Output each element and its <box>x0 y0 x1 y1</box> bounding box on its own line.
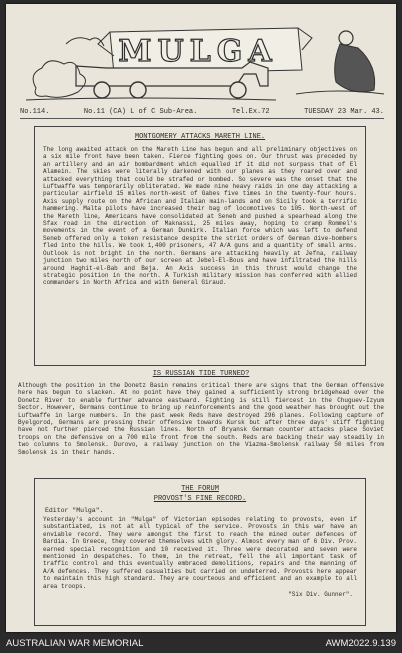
forum-subheading: PROVOST'S FINE RECORD. <box>153 495 247 503</box>
forum-salutation: Editor "Mulga". <box>45 507 104 514</box>
article-mareth-body: The long awaited attack on the Mareth Line has begun and all preliminary objectives on a six mile front have been taken. Fierce fighting goes on. Our thrust was preceded by an artillery and an air bombardment which equalled if it did not surpass that of El Alamein. The skies were literally darkened with our planes as they roared over and attacked everything that could be strafed or bombed. So severe was the onset that the Luftwaffe was temporarily obliterated. We made nine heavy raids in one day attacking a particular airfield 15 miles north-west of Gabes five times in the twenty-four hours. Axis supply route on the African and Italian main-lands and on Sicily took a terrific hammering. Malta pilots have increased their bag of locomotives to 105. North-west of the Mareth line, Americans have consolidated at Seneb and pushed a spearhead along the Sfax road in the direction of Maknassi, 25 miles away, hoping to cramp Rommel's movements in the event of a German Dunkirk. Italian force which was left to defend Seneb offered only a token resistance despite the strict orders of German dive-bombers fled into the hills. We took 1,400 prisoners, 47 A/A guns and a quantity of small arms. Outlook is not bright in the north. Germans are attacking heavily at Jefna, railway junction two miles north of our screen at Jebel-El-Bous and have infiltrated the hills around Haghit-el-Bab and Beja. An Axis success in this thrust would change the strategic position in the north. A Turkish military mission has conferred with allied commanders in North Africa and with General Giraud. <box>43 146 357 287</box>
unit-name: No.11 (CA) L of C Sub-Area. <box>83 108 198 116</box>
forum-box <box>34 478 366 626</box>
article-russia-body: Although the position in the Donetz Basin remains critical there are signs that the German offensive here has begun to slacken. At no point have they gained a sufficiently strong bridgehead over the Donetz River to enable further advance eastward. Fighting is still fiercest in the Chuguev-Izyum Sector. However, Germans continue to bring up reinforcements and the good weather has brought out the Luftwaffe in large numbers. In the past week Reds have destroyed 296 planes. Following capture of Byelgorod, Germans are pressing their offensive towards Kursk but after three days' stiff fighting have not further pierced the Russian lines. North of Bryansk German counter attacks place Soviet troops on the defensive on a 700 mile front from the south. Reds are backing their way steadily in two columns to Smolensk. Durovo, a railway junction on the Viazma-Smolensk railway 50 miles from Smolensk is in their hands. <box>18 382 384 456</box>
archive-footer <box>0 633 402 653</box>
issue-date: TUESDAY 23 Mar. 43. <box>304 108 384 116</box>
article-mareth-box <box>34 126 366 366</box>
forum-heading: THE FORUM <box>181 485 219 493</box>
telephone: Tel.Ex.72 <box>231 108 270 116</box>
archive-credit: AUSTRALIAN WAR MEMORIAL <box>6 637 144 649</box>
issue-line <box>20 108 384 119</box>
newsletter-page <box>6 4 396 632</box>
masthead <box>6 4 396 112</box>
masthead-title: MULGA <box>118 34 278 69</box>
issue-number: No.114. <box>20 108 50 116</box>
forum-body: Yesterday's account in "Mulga" of Victorian episodes relating to provosts, even if substantiated, is not at all typical of the service. Provosts in this war have an enviable record. They were amongst the first to reach the mined outer defences of Bardia. In Greece, they covered themselves with glory. Almost every man of 6 Div. Prov. earned special recognition and 10 received it. Three were decorated and seven were mentioned in despatches. To them, in the retreat, fell the all important task of traffic control and this eventually embraced demolitions, repairs and the manning of A/A defences. They suffered casualties but carried on undeterred. Provosts here appear to maintain this high standard. They are courteous and efficient and an example to all area troops. <box>43 516 357 590</box>
archive-reference: AWM2022.9.139 <box>325 637 396 649</box>
article-mareth-headline: MONTGOMERY ATTACKS MARETH LINE. <box>134 133 266 141</box>
article-russia-headline: IS RUSSIAN TIDE TURNED? <box>152 370 250 378</box>
forum-signature: "Six Div. Gunner". <box>288 591 353 599</box>
